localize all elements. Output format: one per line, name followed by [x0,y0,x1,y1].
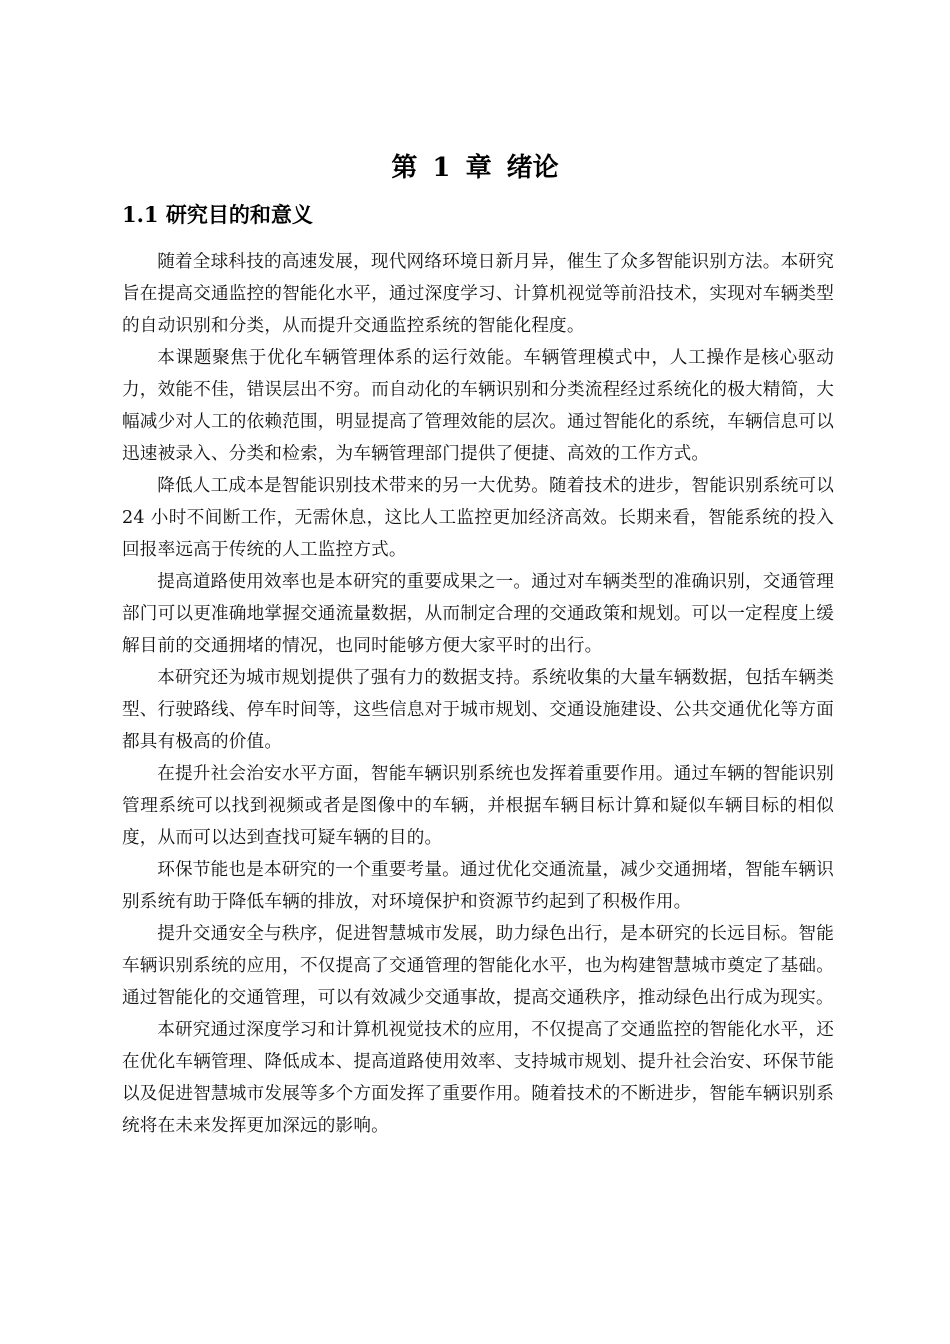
paragraph: 本研究通过深度学习和计算机视觉技术的应用，不仅提高了交通监控的智能化水平，还在优化车辆管理、降低成本、提高道路使用效率、支持城市规划、提升社会治安、环保节能以及促进智慧城市发展等多个方面发挥了重要作用。随着技术的不断进步，智能车辆识别系统将在未来发挥更加深远的影响。 [122,1020,834,1136]
paragraph: 降低人工成本是智能识别技术带来的另一大优势。随着技术的进步，智能识别系统可以 24 小时不间断工作，无需休息，这比人工监控更加经济高效。长期来看，智能系统的投入回报率远高于传统的人工监控方式。 [122,476,834,560]
paragraph: 提升交通安全与秩序，促进智慧城市发展，助力绿色出行，是本研究的长远目标。智能车辆识别系统的应用，不仅提高了交通管理的智能化水平，也为构建智慧城市奠定了基础。通过智能化的交通管理，可以有效减少交通事故，提高交通秩序，推动绿色出行成为现实。 [122,924,834,1008]
paragraph: 在提升社会治安水平方面，智能车辆识别系统也发挥着重要作用。通过车辆的智能识别管理系统可以找到视频或者是图像中的车辆，并根据车辆目标计算和疑似车辆目标的相似度，从而可以达到查找可疑车辆的目的。 [122,764,834,848]
section-title: 1.1 研究目的和意义 [122,202,313,227]
section-body [122,246,834,1142]
paragraph: 提高道路使用效率也是本研究的重要成果之一。通过对车辆类型的准确识别，交通管理部门可以更准确地掌握交通流量数据，从而制定合理的交通政策和规划。可以一定程度上缓解目前的交通拥堵的情况，也同时能够方便大家平时的出行。 [122,572,834,656]
paragraph: 本研究还为城市规划提供了强有力的数据支持。系统收集的大量车辆数据，包括车辆类型、行驶路线、停车时间等，这些信息对于城市规划、交通设施建设、公共交通优化等方面都具有极高的价值。 [122,668,834,752]
paragraph: 本课题聚焦于优化车辆管理体系的运行效能。车辆管理模式中，人工操作是核心驱动力，效能不佳，错误层出不穷。而自动化的车辆识别和分类流程经过系统化的极大精简，大幅减少对人工的依赖范围，明显提高了管理效能的层次。通过智能化的系统，车辆信息可以迅速被录入、分类和检索，为车辆管理部门提供了便捷、高效的工作方式。 [122,348,834,464]
paragraph: 随着全球科技的高速发展，现代网络环境日新月异，催生了众多智能识别方法。本研究旨在提高交通监控的智能化水平，通过深度学习、计算机视觉等前沿技术，实现对车辆类型的自动识别和分类，从而提升交通监控系统的智能化程度。 [122,252,834,336]
chapter-title: 第 1 章 绪论 [391,153,559,183]
paragraph: 环保节能也是本研究的一个重要考量。通过优化交通流量，减少交通拥堵，智能车辆识别系统有助于降低车辆的排放，对环境保护和资源节约起到了积极作用。 [122,860,834,912]
